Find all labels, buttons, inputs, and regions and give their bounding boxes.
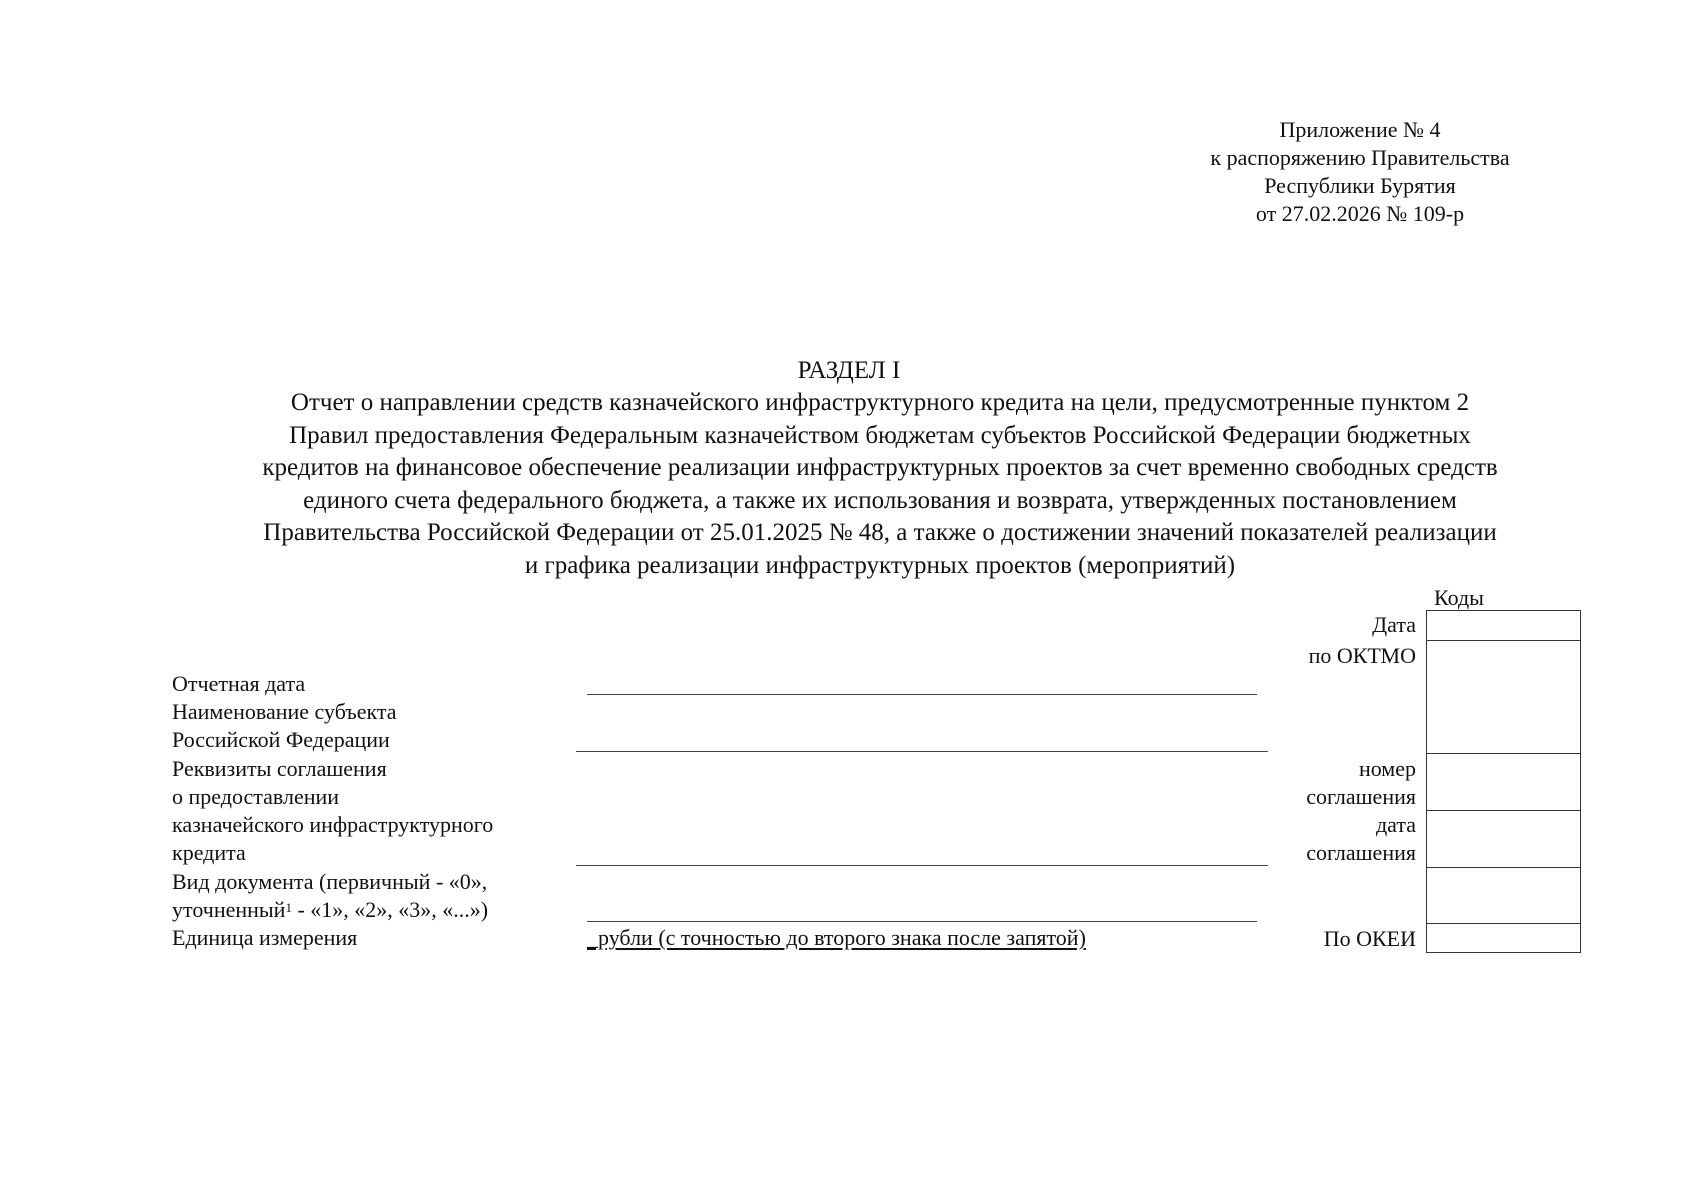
report-title-line: единого счета федерального бюджета, а также их использования и возврата, утвержденных постановлением — [303, 486, 1457, 514]
date-code-label: Дата — [1372, 612, 1416, 637]
agreement-date-code-box[interactable] — [1426, 810, 1581, 868]
report-title-line: Отчет о направлении средств казначейского инфраструктурного кредита на цели, предусмотренные пунктом 2 — [290, 389, 1470, 416]
agreement-details-label: кредита — [172, 840, 246, 865]
report-title — [150, 387, 1610, 582]
report-title-line: кредитов на финансовое обеспечение реализации инфраструктурных проектов за счет временно свободных средств — [262, 454, 1498, 481]
agreement-number-label: соглашения — [1306, 784, 1416, 809]
report-title-line: Правил предоставления Федеральным казначейством бюджетам субъектов Российской Федерации бюджетных — [289, 421, 1471, 449]
subject-name-label: Российской Федерации — [172, 727, 390, 752]
report-title-line: Правительства Российской Федерации от 25.01.2025 № 48, а также о достижении значений показателей реализации — [263, 519, 1497, 546]
document-type-code-box[interactable] — [1426, 867, 1581, 924]
document-type-label-text: уточненный — [172, 897, 286, 922]
footnote-marker[interactable]: 1 — [285, 900, 292, 915]
section-heading: РАЗДЕЛ I — [797, 357, 901, 384]
agreement-details-label: Реквизиты соглашения — [172, 756, 387, 781]
agreement-number-label: номер — [1358, 756, 1416, 781]
agreement-date-label: дата — [1375, 812, 1416, 837]
agreement-date-label: соглашения — [1306, 840, 1416, 865]
appendix-date-number: от 27.02.2026 № 109-р — [1255, 201, 1465, 226]
report-date-label: Отчетная дата — [172, 671, 306, 696]
codes-header: Коды — [1434, 585, 1484, 610]
subject-name-label: Наименование субъекта — [172, 699, 397, 724]
document-type-field[interactable] — [587, 921, 1257, 922]
appendix-block — [1160, 116, 1560, 228]
appendix-number: Приложение № 4 — [1279, 117, 1441, 142]
date-code-box[interactable] — [1426, 610, 1581, 641]
appendix-order-line: к распоряжению Правительства — [1210, 145, 1510, 170]
document-type-label — [172, 896, 488, 924]
okei-code-box[interactable] — [1426, 923, 1581, 953]
appendix-republic: Республики Бурятия — [1264, 173, 1456, 198]
report-title-line: и графика реализации инфраструктурных проектов (мероприятий) — [524, 551, 1236, 579]
agreement-number-code-box[interactable] — [1426, 753, 1581, 811]
report-date-field[interactable] — [587, 694, 1257, 695]
unit-of-measure-value: _рубли (с точностью до второго знака после запятой) — [587, 925, 1086, 950]
oktmo-code-label: по ОКТМО — [1308, 643, 1416, 668]
oktmo-code-box[interactable] — [1426, 640, 1581, 754]
okei-code-label: По ОКЕИ — [1323, 926, 1416, 951]
document-type-label: Вид документа (первичный - «0», — [172, 869, 488, 894]
agreement-details-label: о предоставлении — [172, 784, 340, 809]
agreement-details-field[interactable] — [576, 865, 1268, 866]
subject-name-field[interactable] — [576, 751, 1268, 752]
document-type-label-text: - «1», «2», «3», «...») — [291, 897, 489, 922]
agreement-details-label: казначейского инфраструктурного — [172, 812, 494, 837]
unit-of-measure-label: Единица измерения — [172, 925, 358, 950]
